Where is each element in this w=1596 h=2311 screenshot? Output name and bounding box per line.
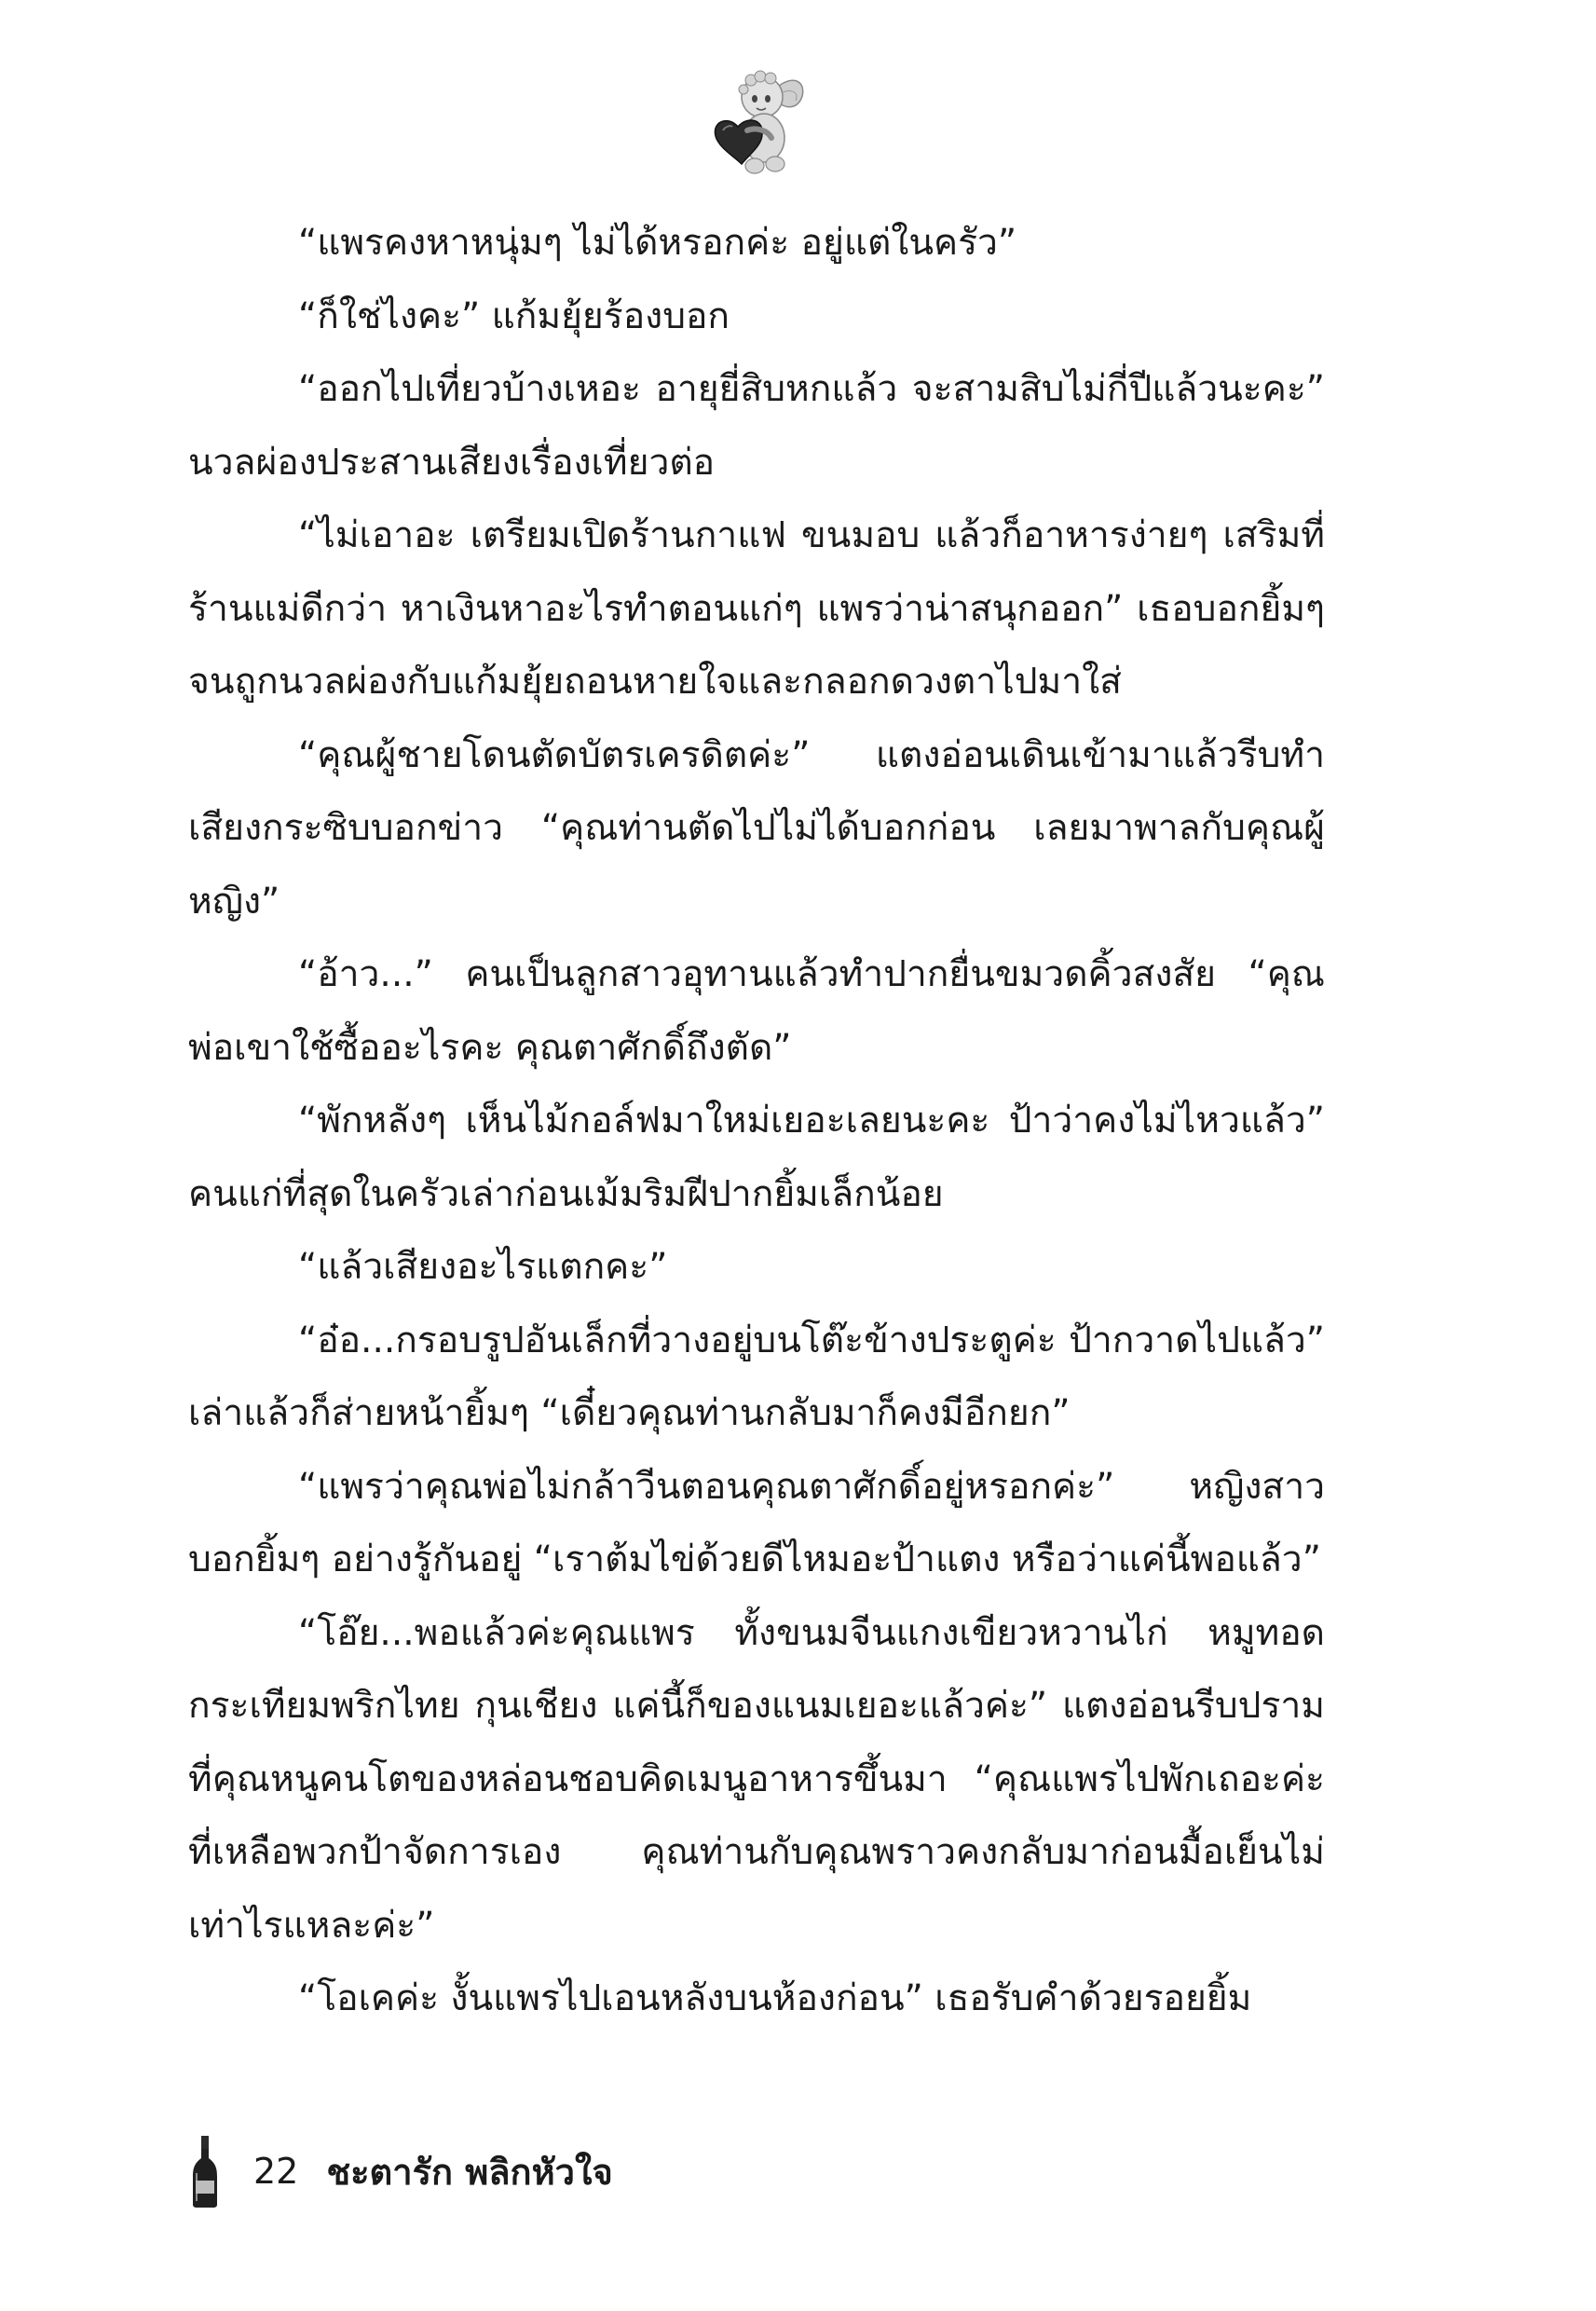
paragraph: “ไม่เอาอะ เตรียมเปิดร้านกาแฟ ขนมอบ แล้วก็อาหารง่ายๆ เสริมที่ร้านแม่ดีกว่า หาเงินหาอะไรทำตอนแก่ๆ แพรว่าน่าสนุกออก” เธอบอกยิ้มๆ จนถูกนวลผ่องกับแก้มยุ้ยถอนหายใจและกลอกดวงตาไปมาใส่ (188, 514, 1325, 703)
paragraph: “พักหลังๆ เห็นไม้กอล์ฟมาใหม่เยอะเลยนะคะ ป้าว่าคงไม่ไหวแล้ว” คนแก่ที่สุดในครัวเล่าก่อนเม้มริมฝีปากยิ้มเล็กน้อย (188, 1100, 1325, 1215)
paragraph: “แล้วเสียงอะไรแตกคะ” (298, 1246, 668, 1288)
paragraph: “ออกไปเที่ยวบ้างเหอะ อายุยี่สิบหกแล้ว จะสามสิบไม่กี่ปีแล้วนะคะ” นวลผ่องประสานเสียงเรื่องเที่ยวต่อ (188, 368, 1325, 484)
wine-bottle-icon (188, 2134, 222, 2208)
paragraph: “คุณผู้ชายโดนตัดบัตรเครดิตค่ะ” แตงอ่อนเดินเข้ามาแล้วรีบทำเสียงกระซิบบอกข่าว “คุณท่านตัดไปไม่ได้บอกก่อน เลยมาพาลกับคุณผู้หญิง” (188, 733, 1325, 923)
page-number: 22 (253, 2151, 299, 2192)
cherub-heart-icon (706, 65, 809, 182)
body-text (188, 207, 1325, 2036)
paragraph: “อ๋อ...กรอบรูปอันเล็กที่วางอยู่บนโต๊ะข้างประตูค่ะ ป้ากวาดไปแล้ว” เล่าแล้วก็ส่ายหน้ายิ้มๆ “เดี๋ยวคุณท่านกลับมาก็คงมีอีกยก” (188, 1319, 1325, 1434)
paragraph: “แพรว่าคุณพ่อไม่กล้าวีนตอนคุณตาศักดิ์อยู่หรอกค่ะ” หญิงสาวบอกยิ้มๆ อย่างรู้กันอยู่ “เราต้มไข่ด้วยดีไหมอะป้าแตง หรือว่าแค่นี้พอแล้ว” (188, 1465, 1325, 1580)
paragraph: “โอเคค่ะ งั้นแพรไปเอนหลังบนห้องก่อน” เธอรับคำด้วยรอยยิ้ม (298, 1977, 1252, 2019)
paragraph: “แพรคงหาหนุ่มๆ ไม่ได้หรอกค่ะ อยู่แต่ในครัว” (298, 222, 1017, 264)
book-title: ชะตารัก พลิกหัวใจ (326, 2151, 613, 2193)
paragraph: “โอ๊ย...พอแล้วค่ะคุณแพร ทั้งขนมจีนแกงเขียวหวานไก่ หมูทอดกระเทียมพริกไทย กุนเชียง แค่นี้ก็ของแนมเยอะแล้วค่ะ” แตงอ่อนรีบปรามที่คุณหนูคนโตของหล่อนชอบคิดเมนูอาหารขึ้นมา “คุณแพรไปพักเถอะค่ะ ที่เหลือพวกป้าจัดการเอง คุณท่านกับคุณพราวคงกลับมาก่อนมื้อเย็นไม่เท่าไรแหละค่ะ” (188, 1611, 1325, 1947)
paragraph: “ก็ใช่ไงคะ” แก้มยุ้ยร้องบอก (298, 294, 730, 337)
page-footer (188, 2134, 613, 2208)
paragraph: “อ้าว...” คนเป็นลูกสาวอุทานแล้วทำปากยื่นขมวดคิ้วสงสัย “คุณพ่อเขาใช้ซื้ออะไรคะ คุณตาศักดิ์ถึงตัด” (188, 953, 1325, 1069)
